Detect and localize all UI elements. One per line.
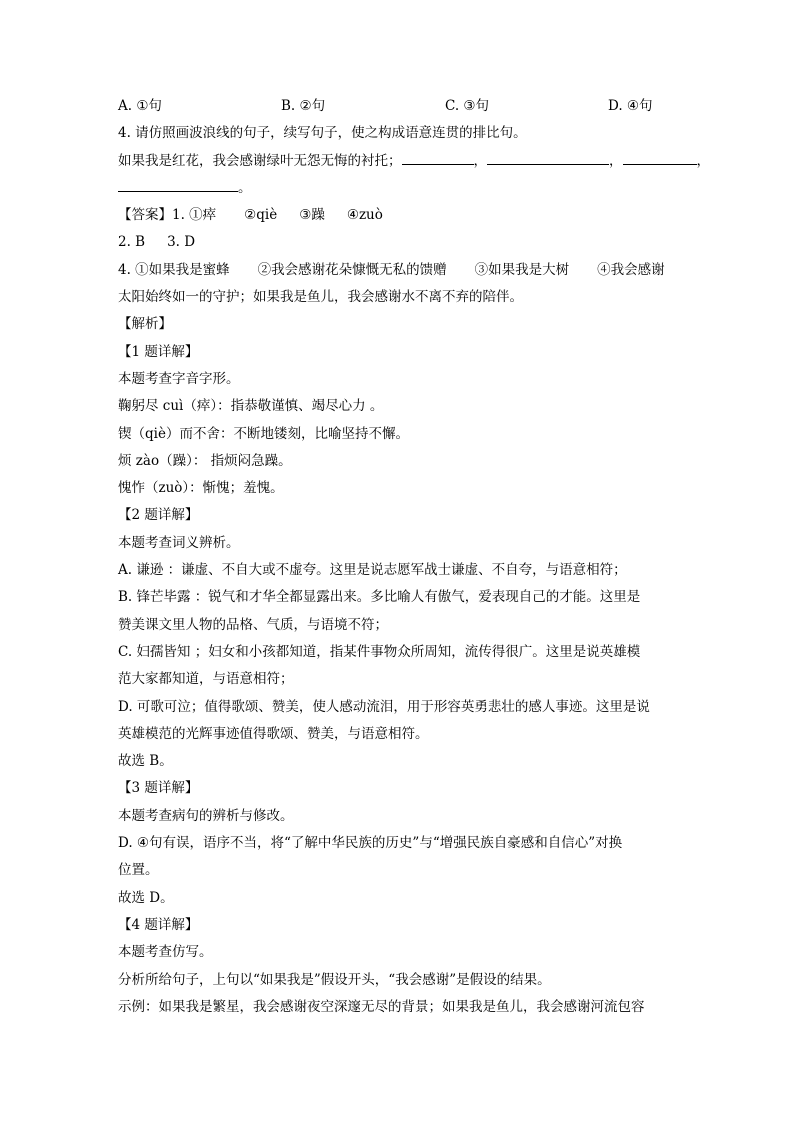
- answer-blank-1: [402, 150, 474, 165]
- section-2-option-d: D. 可歌可泣；值得歌颂、赞美，使人感动流泪，用于形容英勇悲壮的感人事迹。这里是说: [118, 698, 650, 715]
- section-4-header: 【4 题详解】: [118, 916, 199, 933]
- option-d: D. ④句: [608, 98, 653, 114]
- answer-4-item-2: ②我会感谢花朵慷慨无私的馈赠: [257, 261, 447, 278]
- section-1-line-1: 鞠躬尽 cuì（瘁）：指恭敬谨慎、竭尽心力 。: [118, 398, 384, 415]
- q3-options: [118, 93, 678, 120]
- section-3-choice: 故选 D。: [118, 889, 174, 906]
- answer-1-item-2: ②qiè: [244, 207, 278, 224]
- answer-blank-3: [623, 150, 697, 165]
- section-2-option-b: B. 锋芒毕露 ：锐气和才华全都显露出来。多比喻人有傲气，爱表现自己的才能。这里是: [118, 589, 641, 606]
- section-4-line-2: 示例：如果我是繁星，我会感谢夜空深邃无尽的背景；如果我是鱼儿，我会感谢河流包容: [118, 998, 645, 1015]
- section-2-choice: 故选 B。: [118, 753, 173, 770]
- section-2-option-c: C. 妇孺皆知 ；妇女和小孩都知道，指某件事物众所周知，流传得很广。这里是说英雄模: [118, 643, 641, 660]
- q4-prompt: 4. 请仿照画波浪线的句子，续写句子，使之构成语意连贯的排比句。: [118, 125, 527, 142]
- answer-line-4: [118, 257, 678, 284]
- section-2-option-d-cont: 英雄模范的光辉事迹值得歌颂、赞美，与语意相符。: [118, 725, 429, 742]
- analysis-header: 【解析】: [118, 316, 172, 333]
- section-2-option-a: A. 谦逊 ：谦虚、不自大或不虚夸。这里是说志愿军战士谦虚、不自夸，与语意相符；: [118, 562, 627, 579]
- answer-blank-2: [487, 150, 609, 165]
- q4-comma-3: ，: [696, 152, 710, 169]
- section-3-intro: 本题考查病句的辨析与修改。: [118, 807, 294, 824]
- option-a: A. ①句: [118, 98, 162, 114]
- q4-sentence: 如果我是红花，我会感谢绿叶无怨无悔的衬托；: [118, 152, 402, 169]
- section-2-intro: 本题考查词义辨析。: [118, 534, 240, 551]
- q4-comma-1: ，: [473, 152, 487, 169]
- answer-1-item-3: ③躁: [299, 207, 325, 224]
- answer-line-2: [118, 229, 678, 256]
- option-c: C. ③句: [445, 98, 490, 114]
- answer-blank-4: [118, 177, 238, 192]
- section-1-line-2: 锲（qiè）而不舍：不断地镂刻，比喻坚持不懈。: [118, 425, 409, 442]
- q4-end: 。: [238, 179, 252, 196]
- q4-sentence-line: [118, 148, 710, 175]
- section-2-header: 【2 题详解】: [118, 507, 199, 524]
- section-4-intro: 本题考查仿写。: [118, 944, 213, 961]
- answer-1-item-4: ④zuò: [346, 207, 383, 224]
- section-1-header: 【1 题详解】: [118, 343, 199, 360]
- answer-1-item-1: 1. ①瘁: [172, 207, 217, 224]
- section-1-intro: 本题考查字音字形。: [118, 370, 240, 387]
- section-4-line-1: 分析所给句子，上句以“如果我是”假设开头，“我会感谢”是假设的结果。: [118, 971, 551, 988]
- answer-4-item-1: 4. ①如果我是蜜蜂: [118, 261, 230, 278]
- answer-3: 3. D: [167, 234, 196, 251]
- section-1-line-4: 愧怍（zuò）：惭愧；羞愧。: [118, 480, 284, 497]
- section-1-line-3: 烦 zào（躁）： 指烦闷急躁。: [118, 452, 292, 469]
- q4-comma-2: ，: [609, 152, 623, 169]
- answer-line-1: [118, 202, 678, 229]
- answer-4-item-3: ③如果我是大树: [474, 261, 570, 278]
- section-2-option-c-cont: 范大家都知道，与语意相符；: [118, 671, 294, 688]
- answer-4-item-4: ④我会感谢: [597, 261, 665, 278]
- document-content: [118, 93, 710, 1021]
- answer-2: 2. B: [118, 234, 146, 251]
- answer-4-continuation: 太阳始终如一的守护；如果我是鱼儿，我会感谢水不离不弃的陪伴。: [118, 289, 523, 306]
- option-b: B. ②句: [281, 98, 326, 114]
- section-2-option-b-cont: 赞美课文里人物的品格、气质，与语境不符；: [118, 616, 388, 633]
- section-3-header: 【3 题详解】: [118, 780, 199, 797]
- section-3-option-d: D. ④句有误，语序不当，将“了解中华民族的历史”与“增强民族自豪感和自信心”对换: [118, 835, 623, 852]
- answer-header: 【答案】: [118, 207, 172, 224]
- q4-sentence-line-2: [118, 175, 678, 202]
- section-3-option-d-cont: 位置。: [118, 862, 159, 879]
